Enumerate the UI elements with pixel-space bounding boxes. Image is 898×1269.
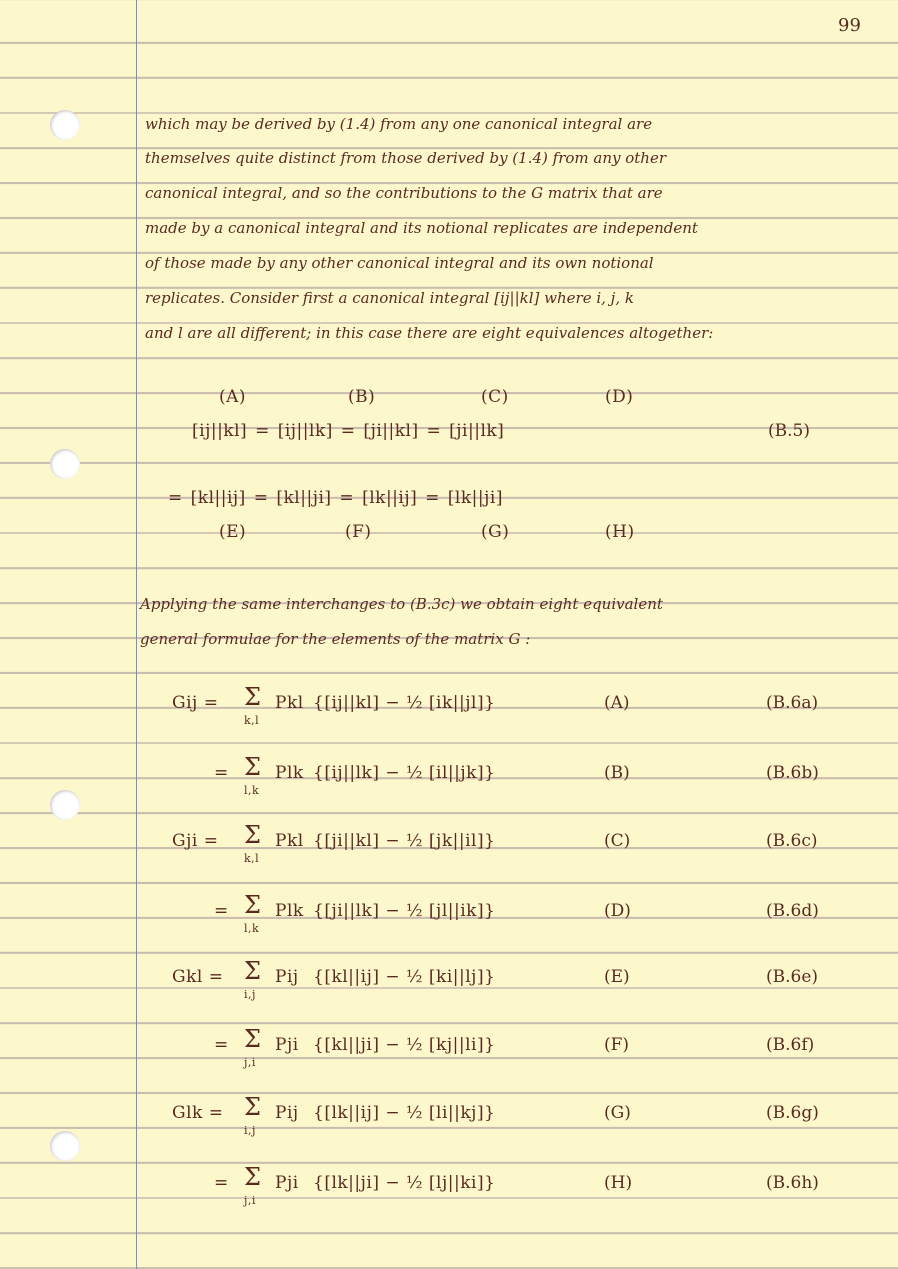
text-line: replicates. Consider first a canonical integral [ij||kl] where i, j, k — [145, 289, 634, 307]
formula-body: {[ji||lk] − ½ [jl||ik]} — [313, 901, 496, 921]
sigma-symbol: Σ — [244, 1163, 262, 1191]
sigma-symbol: Σ — [244, 753, 262, 781]
formula-lhs: = — [214, 1173, 229, 1193]
formula-lhs: = — [214, 763, 229, 783]
formula-tag: (B) — [604, 763, 630, 783]
sum-index: k,l — [244, 852, 260, 865]
formula-lhs: = — [214, 901, 229, 921]
margin-line — [136, 0, 137, 1269]
density-term: Pij — [275, 967, 299, 987]
formula-body: {[lk||ji] − ½ [lj||ki]} — [313, 1173, 496, 1193]
formula-body: {[ij||kl] − ½ [ik||jl]} — [313, 693, 496, 713]
equation-number: (B.6d) — [766, 901, 819, 921]
equivalence-row-1: [ij||kl] = [ij||lk] = [ji||kl] = [ji||lk] — [192, 421, 505, 441]
formula-body: {[ji||kl] − ½ [jk||il]} — [313, 831, 496, 851]
sigma-symbol: Σ — [244, 957, 262, 985]
punch-hole — [50, 449, 80, 479]
text-line: which may be derived by (1.4) from any one canonical integral are — [145, 115, 653, 133]
punch-hole — [50, 110, 80, 140]
text-line: of those made by any other canonical integral and its own notional — [145, 254, 654, 272]
equation-number: (B.6b) — [766, 763, 819, 783]
text-line: and l are all different; in this case there are eight equivalences altogether: — [145, 324, 714, 342]
formula-tag: (D) — [604, 901, 631, 921]
formula-tag: (E) — [604, 967, 630, 987]
density-term: Pkl — [275, 693, 304, 713]
formula-body: {[kl||ij] − ½ [ki||lj]} — [313, 967, 496, 987]
text-line: canonical integral, and so the contributions to the G matrix that are — [145, 184, 663, 202]
sigma-symbol: Σ — [244, 683, 262, 711]
label-c: (C) — [481, 387, 509, 407]
sum-index: l,k — [244, 784, 260, 797]
label-h: (H) — [605, 522, 635, 542]
formula-lhs: Gji = — [172, 831, 219, 851]
label-d: (D) — [605, 387, 634, 407]
formula-tag: (G) — [604, 1103, 631, 1123]
density-term: Plk — [275, 763, 304, 783]
label-a: (A) — [219, 387, 247, 407]
label-e: (E) — [219, 522, 247, 542]
sigma-symbol: Σ — [244, 1093, 262, 1121]
equivalence-row-2: = [kl||ij] = [kl||ji] = [lk||ij] = [lk||ji] — [168, 488, 503, 508]
equation-number: (B.6a) — [766, 693, 819, 713]
sum-index: i,j — [244, 1124, 256, 1137]
label-g: (G) — [481, 522, 510, 542]
sigma-symbol: Σ — [244, 891, 262, 919]
density-term: Pji — [275, 1173, 299, 1193]
text-line: made by a canonical integral and its notional replicates are independent — [145, 219, 698, 237]
equation-number: (B.6e) — [766, 967, 819, 987]
formula-body: {[kl||ji] − ½ [kj||li]} — [313, 1035, 496, 1055]
formula-tag: (F) — [604, 1035, 630, 1055]
page-number: 99 — [838, 15, 861, 36]
equation-number: (B.6c) — [766, 831, 818, 851]
formula-body: {[lk||ij] − ½ [li||kj]} — [313, 1103, 496, 1123]
formula-lhs: Gkl = — [172, 967, 224, 987]
sum-index: k,l — [244, 714, 260, 727]
formula-tag: (C) — [604, 831, 631, 851]
text-line: Applying the same interchanges to (B.3c) we obtain eight equivalent — [140, 595, 663, 613]
punch-hole — [50, 1131, 80, 1161]
text-line: themselves quite distinct from those derived by (1.4) from any other — [145, 149, 666, 167]
formula-lhs: Glk = — [172, 1103, 224, 1123]
density-term: Plk — [275, 901, 304, 921]
density-term: Pkl — [275, 831, 304, 851]
formula-tag: (H) — [604, 1173, 633, 1193]
equation-number-b5: (B.5) — [768, 421, 810, 441]
equation-number: (B.6g) — [766, 1103, 819, 1123]
equation-number: (B.6h) — [766, 1173, 819, 1193]
label-f: (F) — [345, 522, 372, 542]
sum-index: i,j — [244, 988, 256, 1001]
formula-tag: (A) — [604, 693, 630, 713]
punch-hole — [50, 790, 80, 820]
label-b: (B) — [348, 387, 376, 407]
formula-lhs: = — [214, 1035, 229, 1055]
density-term: Pij — [275, 1103, 299, 1123]
text-line: general formulae for the elements of the matrix G : — [140, 630, 531, 648]
sigma-symbol: Σ — [244, 1025, 262, 1053]
sum-index: l,k — [244, 922, 260, 935]
formula-body: {[ij||lk] − ½ [il||jk]} — [313, 763, 496, 783]
formula-lhs: Gij = — [172, 693, 219, 713]
sum-index: j,i — [244, 1056, 256, 1069]
equation-number: (B.6f) — [766, 1035, 815, 1055]
density-term: Pji — [275, 1035, 299, 1055]
sigma-symbol: Σ — [244, 821, 262, 849]
sum-index: j,i — [244, 1194, 256, 1207]
